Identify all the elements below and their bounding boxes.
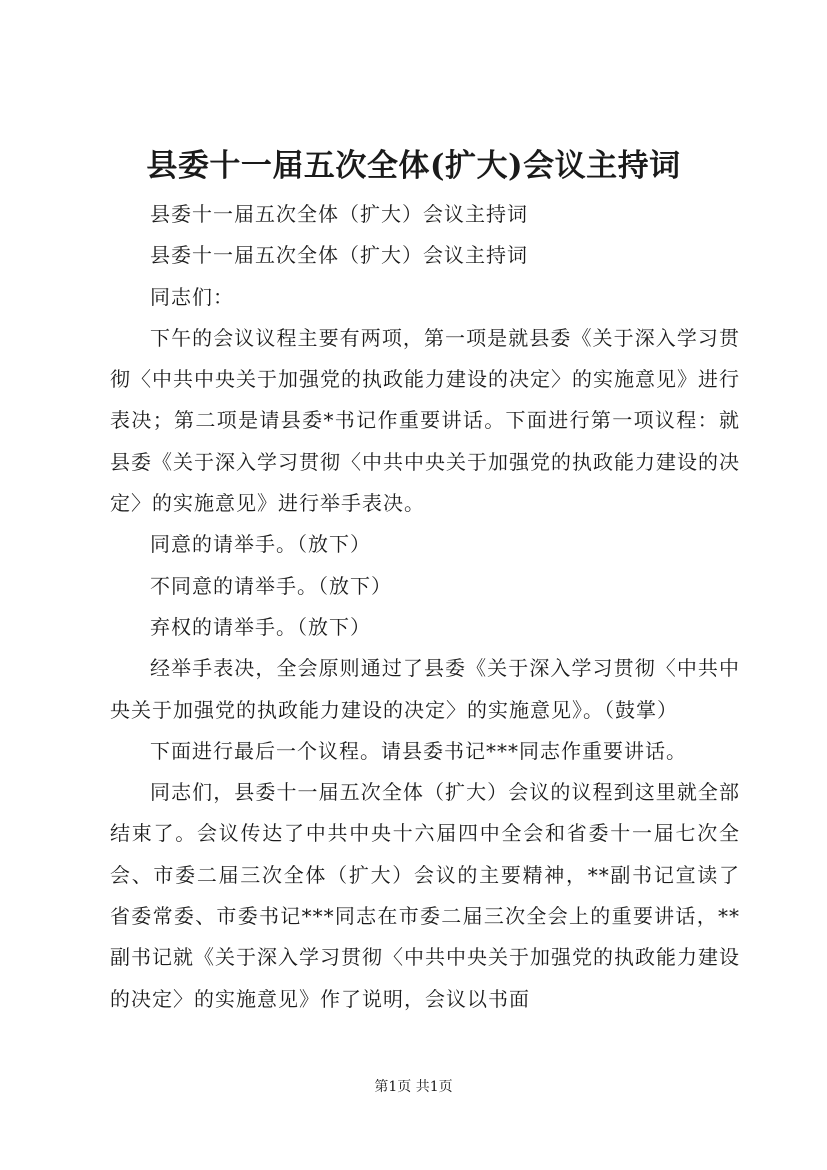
- paragraph-vote-result: 经举手表决，全会原则通过了县委《关于深入学习贯彻〈中共中央关于加强党的执政能力建设的决定〉的实施意见》。（鼓掌）: [110, 656, 740, 722]
- paragraph-vote-abstain: 弃权的请举手。（放下）: [150, 614, 371, 639]
- document-title: 县委十一届五次全体(扩大)会议主持词: [146, 148, 681, 184]
- paragraph-vote-yes: 同意的请举手。（放下）: [150, 532, 371, 557]
- paragraph-final-agenda: 下面进行最后一个议程。请县委书记***同志作重要讲话。: [150, 738, 687, 763]
- paragraph-agenda: 下午的会议议程主要有两项，第一项是就县委《关于深入学习贯彻〈中共中央关于加强党的执政能力建设的决定〉的实施意见》进行表决；第二项是请县委*书记作重要讲话。下面进行第一项议程：就县委《关于深入学习贯彻〈中共中央关于加强党的执政能力建设的决定〉的实施意见》进行举手表决。: [110, 325, 740, 516]
- paragraph-subtitle-2: 县委十一届五次全体（扩大）会议主持词: [150, 243, 528, 268]
- paragraph-vote-no: 不同意的请举手。（放下）: [150, 573, 392, 598]
- page-number: 第1页 共1页: [374, 1079, 453, 1095]
- page-footer: [0, 1078, 827, 1096]
- paragraph-greeting: 同志们：: [150, 284, 234, 309]
- document-body: [110, 194, 740, 1020]
- paragraph-closing: 同志们，县委十一届五次全体（扩大）会议的议程到这里就全部结束了。会议传达了中共中央十六届四中全会和省委十一届七次全会、市委二届三次全体（扩大）会议的主要精神，**副书记宣读了省委常委、市委书记***同志在市委二届三次全会上的重要讲话，**副书记就《关于深入学习贯彻〈中共中央关于加强党的执政能力建设的决定〉的实施意见》作了说明，会议以书面: [110, 780, 740, 1011]
- paragraph-subtitle-1: 县委十一届五次全体（扩大）会议主持词: [150, 202, 528, 226]
